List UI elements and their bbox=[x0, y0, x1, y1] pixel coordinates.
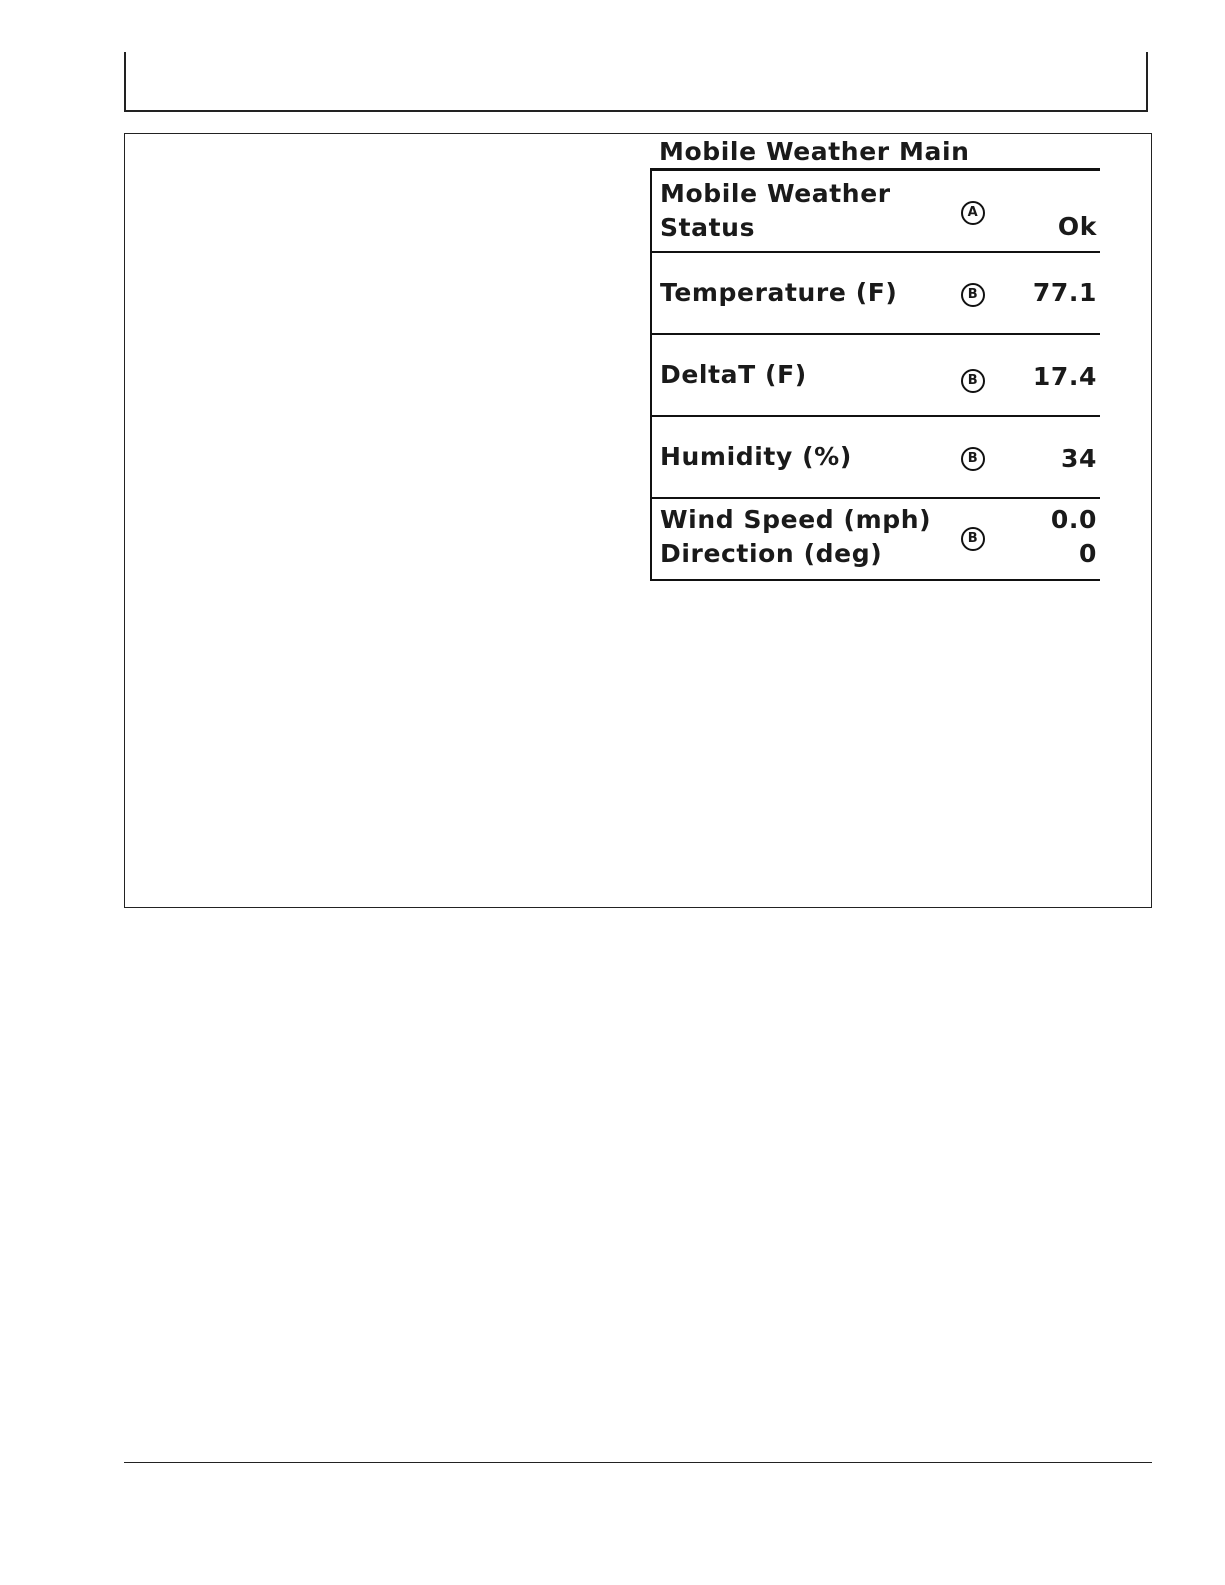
row-mobile-weather-status[interactable] bbox=[652, 171, 1100, 253]
status-label-line1: Mobile Weather bbox=[660, 179, 891, 208]
weather-rows bbox=[650, 171, 1100, 581]
status-label bbox=[660, 177, 960, 245]
screen-title: Mobile Weather Main bbox=[650, 137, 1100, 171]
status-label-line2: Status bbox=[660, 213, 756, 242]
row-temperature[interactable] bbox=[652, 253, 1100, 335]
temperature-label: Temperature (F) bbox=[660, 278, 898, 307]
humidity-value: 34 bbox=[1061, 444, 1097, 473]
status-value: Ok bbox=[1057, 212, 1097, 241]
top-frame-box bbox=[124, 52, 1148, 112]
humidity-label: Humidity (%) bbox=[660, 442, 852, 471]
wind-direction-value: 0 bbox=[1079, 539, 1097, 568]
wind-label bbox=[660, 503, 960, 571]
wind-speed-value: 0.0 bbox=[1050, 505, 1097, 534]
callout-b-icon: B bbox=[961, 447, 985, 471]
wind-direction-label: Direction (deg) bbox=[660, 539, 883, 568]
callout-a-icon: A bbox=[961, 201, 985, 225]
mobile-weather-main-screen bbox=[650, 137, 1100, 581]
wind-speed-label: Wind Speed (mph) bbox=[660, 505, 932, 534]
callout-b-icon: B bbox=[961, 527, 985, 551]
row-wind[interactable] bbox=[652, 499, 1100, 581]
row-humidity[interactable] bbox=[652, 417, 1100, 499]
callout-b-icon: B bbox=[961, 283, 985, 307]
row-deltat[interactable] bbox=[652, 335, 1100, 417]
temperature-value: 77.1 bbox=[1032, 278, 1097, 307]
deltat-label: DeltaT (F) bbox=[660, 360, 807, 389]
deltat-value: 17.4 bbox=[1032, 362, 1097, 391]
footer-rule bbox=[124, 1462, 1152, 1463]
callout-b-icon: B bbox=[961, 369, 985, 393]
